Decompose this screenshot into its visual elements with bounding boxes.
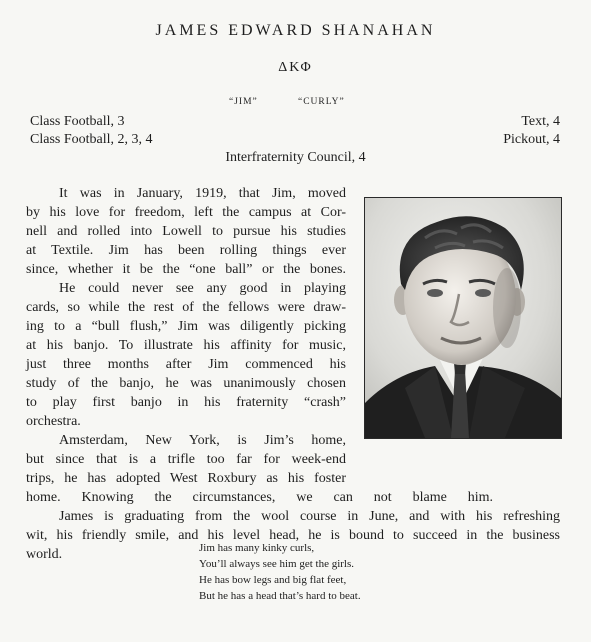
bio-line: world. (26, 547, 63, 562)
bio-line: trips, he has adopted West Roxbury as his foster (26, 471, 346, 486)
nickname-jim: “JIM” (229, 97, 258, 107)
poem (199, 540, 361, 604)
activity-left-1: Class Football, 3 (30, 114, 125, 129)
bio-line: by his love for freedom, left the campus at Cor- (26, 205, 346, 220)
page-title: JAMES EDWARD SHANAHAN (155, 22, 436, 39)
bio-line: ing to a “bull flush,” Jim was diligently picking (26, 319, 346, 334)
bio-line: wit, his friendly smile, and his level head, he is bound to succeed in the business (26, 528, 560, 543)
bio-line: at Textile. Jim has been rolling things ever (26, 243, 346, 258)
bio-line: since, whether it be the “one ball” or the bones. (26, 262, 346, 277)
activity-left-2: Class Football, 2, 3, 4 (30, 132, 153, 147)
bio-line: study of the banjo, he was unanimously chosen (26, 376, 346, 391)
poem-line: You’ll always see him get the girls. (199, 558, 355, 570)
activity-right-2: Pickout, 4 (503, 132, 560, 147)
bio-line: orchestra. (26, 414, 81, 429)
bio-line: He could never see any good in playing (59, 281, 346, 296)
portrait-photo (364, 197, 562, 439)
activity-right-1: Text, 4 (521, 114, 560, 129)
bio-line: James is graduating from the wool course in June, and with his refreshing (59, 509, 560, 524)
poem-line: But he has a head that’s hard to beat. (199, 590, 361, 602)
poem-line: He has bow legs and big flat feet, (199, 574, 347, 586)
nickname-curly: “CURLY” (298, 97, 345, 107)
bio-line: just three months after Jim commenced his (26, 357, 346, 372)
bio-line: home. Knowing the circumstances, we can not blame him. (26, 490, 493, 505)
bio-line: Amsterdam, New York, is Jim’s home, (59, 433, 346, 448)
bio-column (26, 184, 346, 488)
poem-line: Jim has many kinky curls, (199, 542, 315, 554)
bio-line: It was in January, 1919, that Jim, moved (59, 186, 346, 201)
portrait-illustration (365, 198, 561, 438)
fraternity-letters: ΔΚΦ (278, 60, 313, 75)
bio-line: but since that is a trifle too far for week-end (26, 452, 346, 467)
activity-center: Interfraternity Council, 4 (225, 150, 366, 165)
bio-line: to play first banjo in his fraternity “crash” (26, 395, 346, 410)
bio-line: cards, so while the rest of the fellows were draw- (26, 300, 346, 315)
bio-line: at his banjo. To illustrate his affinity for music, (26, 338, 346, 353)
bio-line: nell and rolled into Lowell to pursue his studies (26, 224, 346, 239)
